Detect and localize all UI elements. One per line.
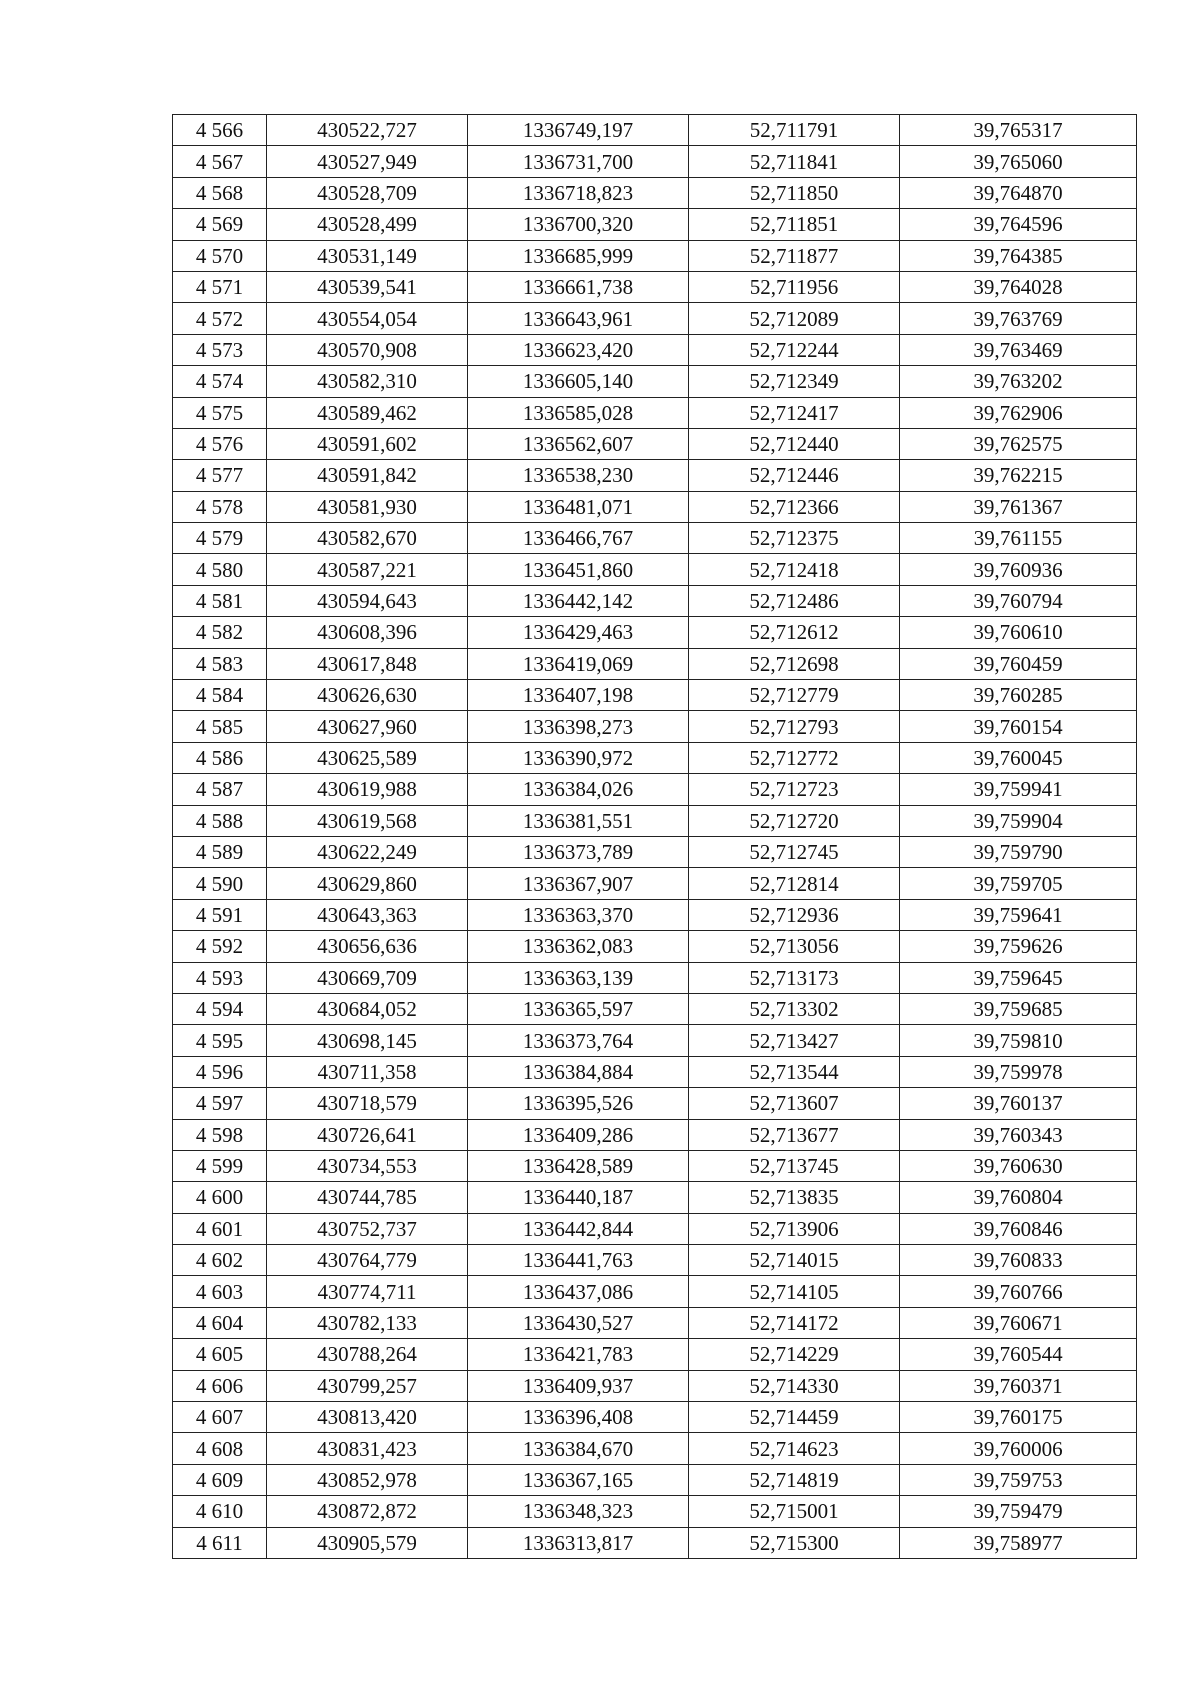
x-coordinate-cell: 430734,553 [267, 1150, 468, 1181]
y-coordinate-cell: 1336623,420 [468, 334, 689, 365]
table-row [173, 366, 1137, 397]
latitude-cell: 52,711841 [689, 146, 900, 177]
y-coordinate-cell: 1336718,823 [468, 177, 689, 208]
point-number-cell: 4 608 [173, 1433, 267, 1464]
y-coordinate-cell: 1336398,273 [468, 711, 689, 742]
point-number-cell: 4 584 [173, 680, 267, 711]
point-number-cell: 4 595 [173, 1025, 267, 1056]
latitude-cell: 52,711791 [689, 115, 900, 146]
latitude-cell: 52,713607 [689, 1088, 900, 1119]
point-number-cell: 4 579 [173, 523, 267, 554]
latitude-cell: 52,715001 [689, 1496, 900, 1527]
longitude-cell: 39,762906 [900, 397, 1137, 428]
y-coordinate-cell: 1336451,860 [468, 554, 689, 585]
point-number-cell: 4 596 [173, 1056, 267, 1087]
x-coordinate-cell: 430582,310 [267, 366, 468, 397]
y-coordinate-cell: 1336437,086 [468, 1276, 689, 1307]
x-coordinate-cell: 430799,257 [267, 1370, 468, 1401]
y-coordinate-cell: 1336373,764 [468, 1025, 689, 1056]
longitude-cell: 39,759645 [900, 962, 1137, 993]
longitude-cell: 39,760804 [900, 1182, 1137, 1213]
longitude-cell: 39,759626 [900, 931, 1137, 962]
longitude-cell: 39,760006 [900, 1433, 1137, 1464]
point-number-cell: 4 569 [173, 209, 267, 240]
latitude-cell: 52,712793 [689, 711, 900, 742]
x-coordinate-cell: 430570,908 [267, 334, 468, 365]
point-number-cell: 4 570 [173, 240, 267, 271]
table-row [173, 523, 1137, 554]
table-row [173, 428, 1137, 459]
point-number-cell: 4 601 [173, 1213, 267, 1244]
latitude-cell: 52,713302 [689, 993, 900, 1024]
x-coordinate-cell: 430625,589 [267, 742, 468, 773]
table-row [173, 1119, 1137, 1150]
longitude-cell: 39,760175 [900, 1402, 1137, 1433]
x-coordinate-cell: 430619,988 [267, 774, 468, 805]
point-number-cell: 4 597 [173, 1088, 267, 1119]
x-coordinate-cell: 430626,630 [267, 680, 468, 711]
table-row [173, 1025, 1137, 1056]
y-coordinate-cell: 1336390,972 [468, 742, 689, 773]
y-coordinate-cell: 1336407,198 [468, 680, 689, 711]
longitude-cell: 39,760794 [900, 585, 1137, 616]
latitude-cell: 52,712772 [689, 742, 900, 773]
latitude-cell: 52,712349 [689, 366, 900, 397]
point-number-cell: 4 605 [173, 1339, 267, 1370]
longitude-cell: 39,760544 [900, 1339, 1137, 1370]
longitude-cell: 39,760630 [900, 1150, 1137, 1181]
x-coordinate-cell: 430872,872 [267, 1496, 468, 1527]
point-number-cell: 4 600 [173, 1182, 267, 1213]
table-row [173, 1182, 1137, 1213]
longitude-cell: 39,764385 [900, 240, 1137, 271]
latitude-cell: 52,713427 [689, 1025, 900, 1056]
y-coordinate-cell: 1336363,139 [468, 962, 689, 993]
y-coordinate-cell: 1336538,230 [468, 460, 689, 491]
y-coordinate-cell: 1336749,197 [468, 115, 689, 146]
x-coordinate-cell: 430608,396 [267, 617, 468, 648]
point-number-cell: 4 610 [173, 1496, 267, 1527]
point-number-cell: 4 607 [173, 1402, 267, 1433]
x-coordinate-cell: 430528,709 [267, 177, 468, 208]
longitude-cell: 39,762215 [900, 460, 1137, 491]
y-coordinate-cell: 1336585,028 [468, 397, 689, 428]
x-coordinate-cell: 430643,363 [267, 899, 468, 930]
table-row [173, 1245, 1137, 1276]
point-number-cell: 4 609 [173, 1464, 267, 1495]
table-row [173, 1056, 1137, 1087]
y-coordinate-cell: 1336661,738 [468, 271, 689, 302]
table-row [173, 711, 1137, 742]
point-number-cell: 4 575 [173, 397, 267, 428]
latitude-cell: 52,712779 [689, 680, 900, 711]
table-row [173, 899, 1137, 930]
point-number-cell: 4 578 [173, 491, 267, 522]
longitude-cell: 39,759641 [900, 899, 1137, 930]
longitude-cell: 39,760610 [900, 617, 1137, 648]
x-coordinate-cell: 430905,579 [267, 1527, 468, 1558]
x-coordinate-cell: 430589,462 [267, 397, 468, 428]
y-coordinate-cell: 1336395,526 [468, 1088, 689, 1119]
latitude-cell: 52,713544 [689, 1056, 900, 1087]
longitude-cell: 39,762575 [900, 428, 1137, 459]
point-number-cell: 4 604 [173, 1307, 267, 1338]
x-coordinate-cell: 430591,842 [267, 460, 468, 491]
table-row [173, 868, 1137, 899]
table-row [173, 146, 1137, 177]
longitude-cell: 39,759904 [900, 805, 1137, 836]
table-row [173, 271, 1137, 302]
latitude-cell: 52,712418 [689, 554, 900, 585]
point-number-cell: 4 571 [173, 271, 267, 302]
point-number-cell: 4 592 [173, 931, 267, 962]
point-number-cell: 4 582 [173, 617, 267, 648]
latitude-cell: 52,713835 [689, 1182, 900, 1213]
latitude-cell: 52,711850 [689, 177, 900, 208]
x-coordinate-cell: 430622,249 [267, 836, 468, 867]
point-number-cell: 4 574 [173, 366, 267, 397]
latitude-cell: 52,714623 [689, 1433, 900, 1464]
table-row [173, 460, 1137, 491]
x-coordinate-cell: 430629,860 [267, 868, 468, 899]
longitude-cell: 39,760833 [900, 1245, 1137, 1276]
y-coordinate-cell: 1336373,789 [468, 836, 689, 867]
latitude-cell: 52,712723 [689, 774, 900, 805]
latitude-cell: 52,714015 [689, 1245, 900, 1276]
y-coordinate-cell: 1336562,607 [468, 428, 689, 459]
table-row [173, 585, 1137, 616]
table-row [173, 397, 1137, 428]
y-coordinate-cell: 1336367,165 [468, 1464, 689, 1495]
table-row [173, 554, 1137, 585]
x-coordinate-cell: 430774,711 [267, 1276, 468, 1307]
table-row [173, 836, 1137, 867]
point-number-cell: 4 580 [173, 554, 267, 585]
longitude-cell: 39,764870 [900, 177, 1137, 208]
y-coordinate-cell: 1336685,999 [468, 240, 689, 271]
latitude-cell: 52,712698 [689, 648, 900, 679]
longitude-cell: 39,764028 [900, 271, 1137, 302]
longitude-cell: 39,759810 [900, 1025, 1137, 1056]
y-coordinate-cell: 1336731,700 [468, 146, 689, 177]
latitude-cell: 52,712089 [689, 303, 900, 334]
table-row [173, 240, 1137, 271]
x-coordinate-cell: 430718,579 [267, 1088, 468, 1119]
latitude-cell: 52,714330 [689, 1370, 900, 1401]
y-coordinate-cell: 1336409,937 [468, 1370, 689, 1401]
point-number-cell: 4 585 [173, 711, 267, 742]
point-number-cell: 4 572 [173, 303, 267, 334]
longitude-cell: 39,759753 [900, 1464, 1137, 1495]
y-coordinate-cell: 1336700,320 [468, 209, 689, 240]
point-number-cell: 4 593 [173, 962, 267, 993]
x-coordinate-cell: 430852,978 [267, 1464, 468, 1495]
longitude-cell: 39,760343 [900, 1119, 1137, 1150]
table-row [173, 774, 1137, 805]
latitude-cell: 52,711956 [689, 271, 900, 302]
x-coordinate-cell: 430669,709 [267, 962, 468, 993]
y-coordinate-cell: 1336441,763 [468, 1245, 689, 1276]
longitude-cell: 39,765060 [900, 146, 1137, 177]
y-coordinate-cell: 1336481,071 [468, 491, 689, 522]
coordinates-table-body [173, 115, 1137, 1559]
point-number-cell: 4 606 [173, 1370, 267, 1401]
y-coordinate-cell: 1336384,884 [468, 1056, 689, 1087]
longitude-cell: 39,760846 [900, 1213, 1137, 1244]
coordinates-table [172, 114, 1137, 1559]
point-number-cell: 4 586 [173, 742, 267, 773]
table-row [173, 334, 1137, 365]
table-row [173, 491, 1137, 522]
point-number-cell: 4 581 [173, 585, 267, 616]
latitude-cell: 52,714229 [689, 1339, 900, 1370]
x-coordinate-cell: 430764,779 [267, 1245, 468, 1276]
y-coordinate-cell: 1336362,083 [468, 931, 689, 962]
latitude-cell: 52,714819 [689, 1464, 900, 1495]
latitude-cell: 52,713677 [689, 1119, 900, 1150]
table-row [173, 1464, 1137, 1495]
latitude-cell: 52,712936 [689, 899, 900, 930]
point-number-cell: 4 583 [173, 648, 267, 679]
y-coordinate-cell: 1336381,551 [468, 805, 689, 836]
point-number-cell: 4 588 [173, 805, 267, 836]
longitude-cell: 39,760766 [900, 1276, 1137, 1307]
point-number-cell: 4 568 [173, 177, 267, 208]
latitude-cell: 52,711851 [689, 209, 900, 240]
x-coordinate-cell: 430744,785 [267, 1182, 468, 1213]
x-coordinate-cell: 430587,221 [267, 554, 468, 585]
x-coordinate-cell: 430711,358 [267, 1056, 468, 1087]
table-row [173, 209, 1137, 240]
longitude-cell: 39,760154 [900, 711, 1137, 742]
table-row [173, 1150, 1137, 1181]
x-coordinate-cell: 430539,541 [267, 271, 468, 302]
y-coordinate-cell: 1336313,817 [468, 1527, 689, 1558]
point-number-cell: 4 591 [173, 899, 267, 930]
latitude-cell: 52,712720 [689, 805, 900, 836]
table-row [173, 1307, 1137, 1338]
y-coordinate-cell: 1336396,408 [468, 1402, 689, 1433]
y-coordinate-cell: 1336440,187 [468, 1182, 689, 1213]
longitude-cell: 39,765317 [900, 115, 1137, 146]
y-coordinate-cell: 1336419,069 [468, 648, 689, 679]
table-row [173, 931, 1137, 962]
point-number-cell: 4 611 [173, 1527, 267, 1558]
longitude-cell: 39,760671 [900, 1307, 1137, 1338]
x-coordinate-cell: 430617,848 [267, 648, 468, 679]
point-number-cell: 4 567 [173, 146, 267, 177]
latitude-cell: 52,712486 [689, 585, 900, 616]
table-row [173, 177, 1137, 208]
latitude-cell: 52,712244 [689, 334, 900, 365]
longitude-cell: 39,760371 [900, 1370, 1137, 1401]
longitude-cell: 39,759705 [900, 868, 1137, 899]
y-coordinate-cell: 1336348,323 [468, 1496, 689, 1527]
longitude-cell: 39,759790 [900, 836, 1137, 867]
longitude-cell: 39,761155 [900, 523, 1137, 554]
table-row [173, 617, 1137, 648]
latitude-cell: 52,711877 [689, 240, 900, 271]
latitude-cell: 52,713173 [689, 962, 900, 993]
latitude-cell: 52,712417 [689, 397, 900, 428]
y-coordinate-cell: 1336466,767 [468, 523, 689, 554]
latitude-cell: 52,712366 [689, 491, 900, 522]
table-row [173, 1402, 1137, 1433]
longitude-cell: 39,759978 [900, 1056, 1137, 1087]
table-row [173, 115, 1137, 146]
y-coordinate-cell: 1336363,370 [468, 899, 689, 930]
x-coordinate-cell: 430698,145 [267, 1025, 468, 1056]
point-number-cell: 4 577 [173, 460, 267, 491]
x-coordinate-cell: 430581,930 [267, 491, 468, 522]
y-coordinate-cell: 1336442,844 [468, 1213, 689, 1244]
point-number-cell: 4 603 [173, 1276, 267, 1307]
point-number-cell: 4 602 [173, 1245, 267, 1276]
y-coordinate-cell: 1336367,907 [468, 868, 689, 899]
table-row [173, 1496, 1137, 1527]
y-coordinate-cell: 1336643,961 [468, 303, 689, 334]
x-coordinate-cell: 430591,602 [267, 428, 468, 459]
latitude-cell: 52,714105 [689, 1276, 900, 1307]
table-row [173, 742, 1137, 773]
longitude-cell: 39,760459 [900, 648, 1137, 679]
x-coordinate-cell: 430594,643 [267, 585, 468, 616]
longitude-cell: 39,758977 [900, 1527, 1137, 1558]
table-row [173, 993, 1137, 1024]
point-number-cell: 4 576 [173, 428, 267, 459]
point-number-cell: 4 589 [173, 836, 267, 867]
longitude-cell: 39,759941 [900, 774, 1137, 805]
x-coordinate-cell: 430813,420 [267, 1402, 468, 1433]
table-row [173, 1370, 1137, 1401]
longitude-cell: 39,759479 [900, 1496, 1137, 1527]
longitude-cell: 39,763769 [900, 303, 1137, 334]
x-coordinate-cell: 430831,423 [267, 1433, 468, 1464]
x-coordinate-cell: 430788,264 [267, 1339, 468, 1370]
longitude-cell: 39,760045 [900, 742, 1137, 773]
longitude-cell: 39,764596 [900, 209, 1137, 240]
table-row [173, 648, 1137, 679]
latitude-cell: 52,712375 [689, 523, 900, 554]
y-coordinate-cell: 1336384,026 [468, 774, 689, 805]
table-row [173, 1527, 1137, 1558]
table-row [173, 303, 1137, 334]
x-coordinate-cell: 430627,960 [267, 711, 468, 742]
latitude-cell: 52,714172 [689, 1307, 900, 1338]
x-coordinate-cell: 430528,499 [267, 209, 468, 240]
y-coordinate-cell: 1336605,140 [468, 366, 689, 397]
point-number-cell: 4 566 [173, 115, 267, 146]
point-number-cell: 4 599 [173, 1150, 267, 1181]
latitude-cell: 52,712745 [689, 836, 900, 867]
y-coordinate-cell: 1336409,286 [468, 1119, 689, 1150]
y-coordinate-cell: 1336442,142 [468, 585, 689, 616]
table-row [173, 1213, 1137, 1244]
x-coordinate-cell: 430527,949 [267, 146, 468, 177]
table-row [173, 805, 1137, 836]
longitude-cell: 39,763469 [900, 334, 1137, 365]
table-row [173, 1276, 1137, 1307]
point-number-cell: 4 587 [173, 774, 267, 805]
latitude-cell: 52,712612 [689, 617, 900, 648]
x-coordinate-cell: 430726,641 [267, 1119, 468, 1150]
y-coordinate-cell: 1336421,783 [468, 1339, 689, 1370]
latitude-cell: 52,712814 [689, 868, 900, 899]
point-number-cell: 4 598 [173, 1119, 267, 1150]
longitude-cell: 39,761367 [900, 491, 1137, 522]
latitude-cell: 52,715300 [689, 1527, 900, 1558]
y-coordinate-cell: 1336365,597 [468, 993, 689, 1024]
latitude-cell: 52,713906 [689, 1213, 900, 1244]
table-row [173, 680, 1137, 711]
longitude-cell: 39,760936 [900, 554, 1137, 585]
latitude-cell: 52,713056 [689, 931, 900, 962]
x-coordinate-cell: 430554,054 [267, 303, 468, 334]
point-number-cell: 4 573 [173, 334, 267, 365]
x-coordinate-cell: 430752,737 [267, 1213, 468, 1244]
x-coordinate-cell: 430782,133 [267, 1307, 468, 1338]
latitude-cell: 52,713745 [689, 1150, 900, 1181]
y-coordinate-cell: 1336384,670 [468, 1433, 689, 1464]
y-coordinate-cell: 1336429,463 [468, 617, 689, 648]
table-row [173, 962, 1137, 993]
latitude-cell: 52,714459 [689, 1402, 900, 1433]
longitude-cell: 39,759685 [900, 993, 1137, 1024]
longitude-cell: 39,760137 [900, 1088, 1137, 1119]
x-coordinate-cell: 430684,052 [267, 993, 468, 1024]
x-coordinate-cell: 430619,568 [267, 805, 468, 836]
y-coordinate-cell: 1336428,589 [468, 1150, 689, 1181]
x-coordinate-cell: 430531,149 [267, 240, 468, 271]
point-number-cell: 4 594 [173, 993, 267, 1024]
x-coordinate-cell: 430582,670 [267, 523, 468, 554]
table-row [173, 1339, 1137, 1370]
latitude-cell: 52,712446 [689, 460, 900, 491]
x-coordinate-cell: 430522,727 [267, 115, 468, 146]
x-coordinate-cell: 430656,636 [267, 931, 468, 962]
point-number-cell: 4 590 [173, 868, 267, 899]
longitude-cell: 39,760285 [900, 680, 1137, 711]
latitude-cell: 52,712440 [689, 428, 900, 459]
table-row [173, 1433, 1137, 1464]
longitude-cell: 39,763202 [900, 366, 1137, 397]
y-coordinate-cell: 1336430,527 [468, 1307, 689, 1338]
table-row [173, 1088, 1137, 1119]
